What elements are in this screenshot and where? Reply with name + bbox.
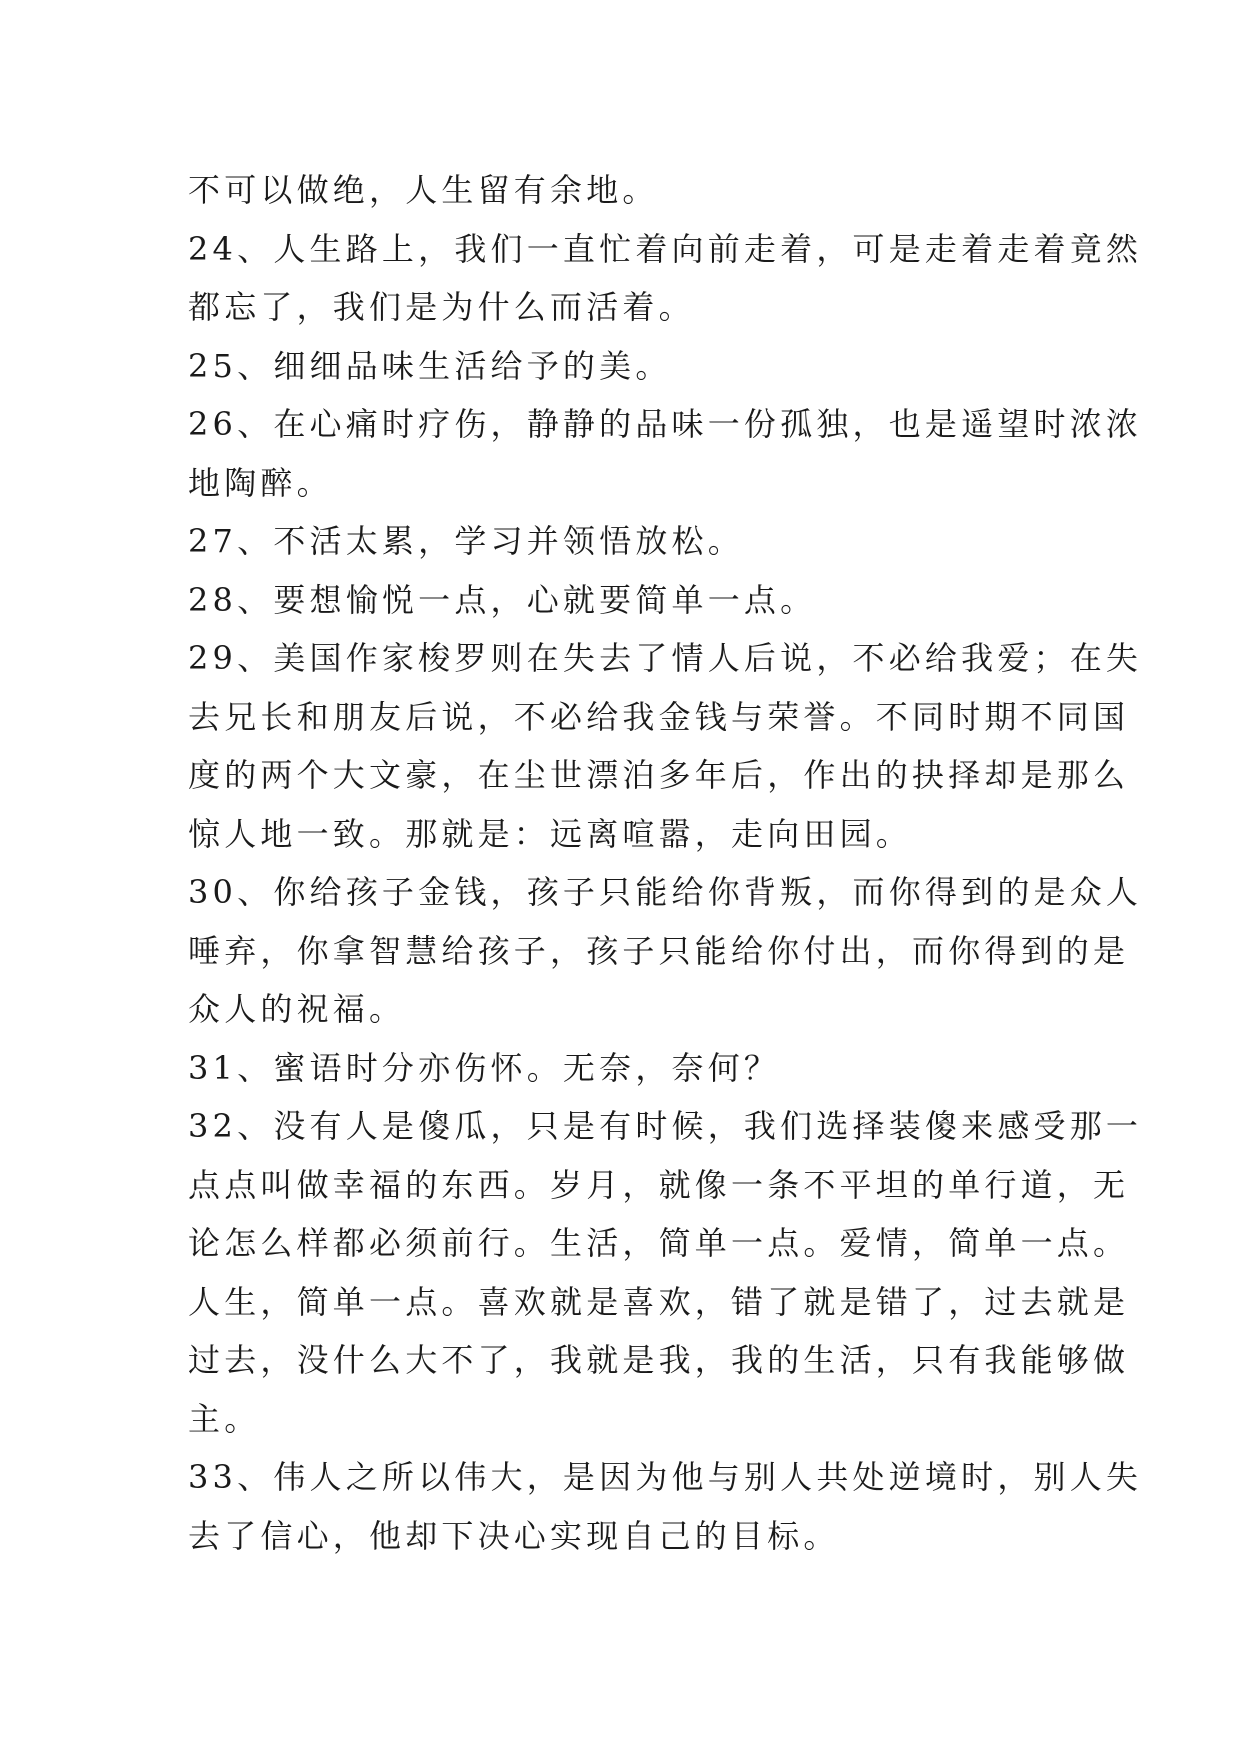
text-line: 24、人生路上，我们一直忙着向前走着，可是走着走着竟然 [188,229,1143,268]
text-line: 28、要想愉悦一点，心就要简单一点。 [188,580,817,619]
text-line: 不可以做绝，人生留有余地。 [188,171,659,209]
text-line: 26、在心痛时疗伤，静静的品味一份孤独，也是遥望时浓浓 [188,405,1143,443]
text-line: 32、没有人是傻瓜，只是有时候，我们选择装傻来感受那一 [188,1107,1143,1145]
text-line: 地陶醉。 [188,463,333,502]
text-line: 过去，没什么大不了，我就是我，我的生活，只有我能够做 [188,1341,1130,1379]
document-text-body [188,161,1143,1565]
text-line: 度的两个大文豪，在尘世漂泊多年后，作出的抉择却是那么 [188,756,1130,794]
text-line: 都忘了，我们是为什么而活着。 [188,288,695,326]
text-line: 25、细细品味生活给予的美。 [188,346,672,385]
text-line: 29、美国作家梭罗则在失去了情人后说，不必给我爱；在失 [188,639,1143,677]
text-line: 主。 [188,1399,261,1438]
text-line: 论怎么样都必须前行。生活，简单一点。爱情，简单一点。 [188,1224,1130,1262]
text-line: 27、不活太累，学习并领悟放松。 [188,522,744,560]
text-line: 惊人地一致。那就是：远离喧嚣，走向田园。 [188,814,913,853]
text-line: 30、你给孩子金钱，孩子只能给你背叛，而你得到的是众人 [188,873,1143,911]
text-line: 33、伟人之所以伟大，是因为他与别人共处逆境时，别人失 [188,1458,1143,1496]
text-line: 唾弃，你拿智慧给孩子，孩子只能给你付出，而你得到的是 [188,931,1130,970]
text-line: 众人的祝福。 [188,990,406,1028]
text-line: 去兄长和朋友后说，不必给我金钱与荣誉。不同时期不同国 [188,697,1130,736]
text-line: 31、蜜语时分亦伤怀。无奈，奈何？ [188,1048,781,1087]
text-line: 点点叫做幸福的东西。岁月，就像一条不平坦的单行道，无 [188,1165,1130,1204]
text-line: 去了信心，他却下决心实现自己的目标。 [188,1516,840,1555]
text-line: 人生，简单一点。喜欢就是喜欢，错了就是错了，过去就是 [188,1282,1130,1321]
